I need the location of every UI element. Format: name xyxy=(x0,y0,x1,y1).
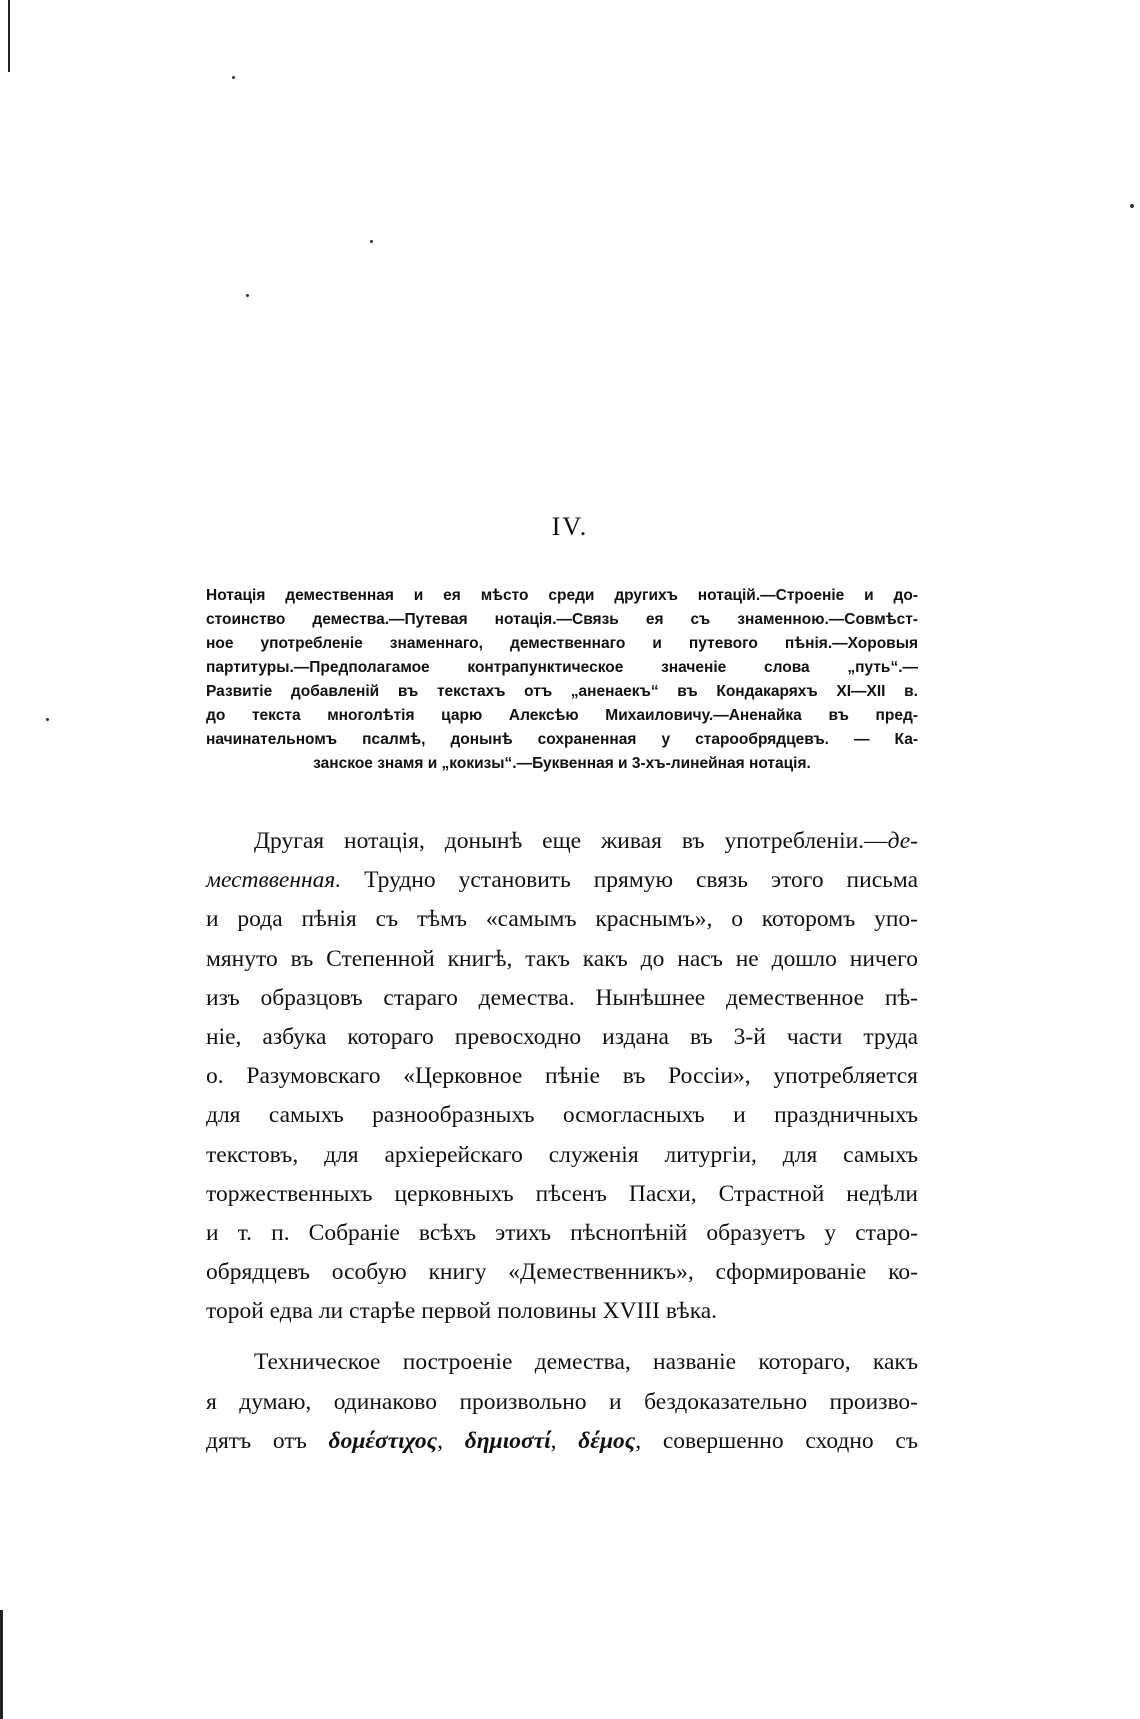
text-run: Другая нотація, донынѣ еще живая въ употребленіи.— xyxy=(254,828,888,854)
text-line: изъ образцовъ стараго демества. Нынѣшнее демественное пѣ- xyxy=(206,984,918,1011)
summary-line: стоинство демества.—Путевая нотація.—Связь ея съ знаменною.—Совмѣст- xyxy=(206,611,918,628)
text-line xyxy=(206,1422,918,1461)
summary-line: начинательномъ псалмѣ, донынѣ сохраненная у старообрядцевъ. — Ка- xyxy=(206,731,918,748)
scan-speck xyxy=(246,294,249,297)
paragraph xyxy=(206,1343,918,1461)
scan-edge-mark-bottom xyxy=(0,1610,3,1719)
text-line: о. Разумовскаго «Церковное пѣніе въ Россіи», употребляется xyxy=(206,1063,918,1090)
text-run: , xyxy=(437,1427,465,1454)
chapter-heading: IV. xyxy=(551,512,589,541)
summary-line: партитуры.—Предполагамое контрапунктическое значеніе слова „путь“.— xyxy=(206,659,918,676)
text-line: для самыхъ разнообразныхъ осмогласныхъ и праздничныхъ xyxy=(206,1102,918,1129)
text-line: Техническое построеніе демества, названіе котораго, какъ xyxy=(254,1349,918,1376)
text-run: Трудно установить прямую связь этого письма xyxy=(341,867,918,894)
italic-term: де- xyxy=(887,828,918,854)
text-run: , совершенно сходно съ xyxy=(635,1427,919,1454)
greek-term: δέμος xyxy=(578,1427,636,1454)
summary-line: до текста многолѣтія царю Алексѣю Михаиловичу.—Аненайка въ пред- xyxy=(206,707,918,724)
text-line xyxy=(206,861,918,900)
text-line: ніе, азбука котораго превосходно издана въ 3-й части труда xyxy=(206,1023,918,1050)
italic-term: местввенная. xyxy=(206,867,342,894)
text-run: дятъ отъ xyxy=(206,1427,329,1454)
summary-line: ное употребленіе знаменнаго, демественнаго и путевого пѣнія.—Хоровыя xyxy=(206,635,918,652)
text-line: текстовъ, для архіерейскаго служенія литургіи, для самыхъ xyxy=(206,1141,918,1168)
scan-speck xyxy=(370,240,373,243)
summary-line: Развитіе добавленій въ текстахъ отъ „аненаекъ“ въ Кондакаряхъ XI—XII в. xyxy=(206,683,918,700)
greek-term: δομέστιχος xyxy=(328,1427,438,1454)
paragraph xyxy=(206,822,918,1331)
scan-speck xyxy=(1130,204,1134,208)
text-line: торой едва ли старѣе первой половины XVIII вѣка. xyxy=(206,1298,718,1325)
text-line: торжественныхъ церковныхъ пѣсенъ Пасхи, Страстной недѣли xyxy=(206,1180,918,1207)
text-line: я думаю, одинаково произвольно и бездоказательно произво- xyxy=(206,1388,918,1415)
summary-line: Нотація демественная и ея мѣсто среди другихъ нотацій.—Строеніе и до- xyxy=(206,587,918,604)
body-text xyxy=(206,822,918,1461)
scan-speck xyxy=(232,76,235,79)
text-line: и рода пѣнія съ тѣмъ «самымъ краснымъ», о которомъ упо- xyxy=(206,906,918,933)
text-line: и т. п. Собраніе всѣхъ этихъ пѣснопѣній образуетъ у старо- xyxy=(206,1219,918,1246)
text-line: обрядцевъ особую книгу «Демественникъ», сформированіе ко- xyxy=(206,1259,918,1286)
summary-line: занское знамя и „кокизы“.—Буквенная и 3-хъ-линейная нотація. xyxy=(313,755,811,772)
scan-edge-mark-top xyxy=(8,0,10,72)
text-run: , xyxy=(550,1427,579,1454)
greek-term: δημιοστί xyxy=(464,1427,551,1454)
paragraph-gap xyxy=(206,1331,918,1343)
scan-speck xyxy=(46,718,49,721)
text-line xyxy=(206,822,918,861)
chapter-summary xyxy=(206,584,918,776)
text-line: мянуто въ Степенной книгѣ, такъ какъ до насъ не дошло ничего xyxy=(206,945,918,972)
